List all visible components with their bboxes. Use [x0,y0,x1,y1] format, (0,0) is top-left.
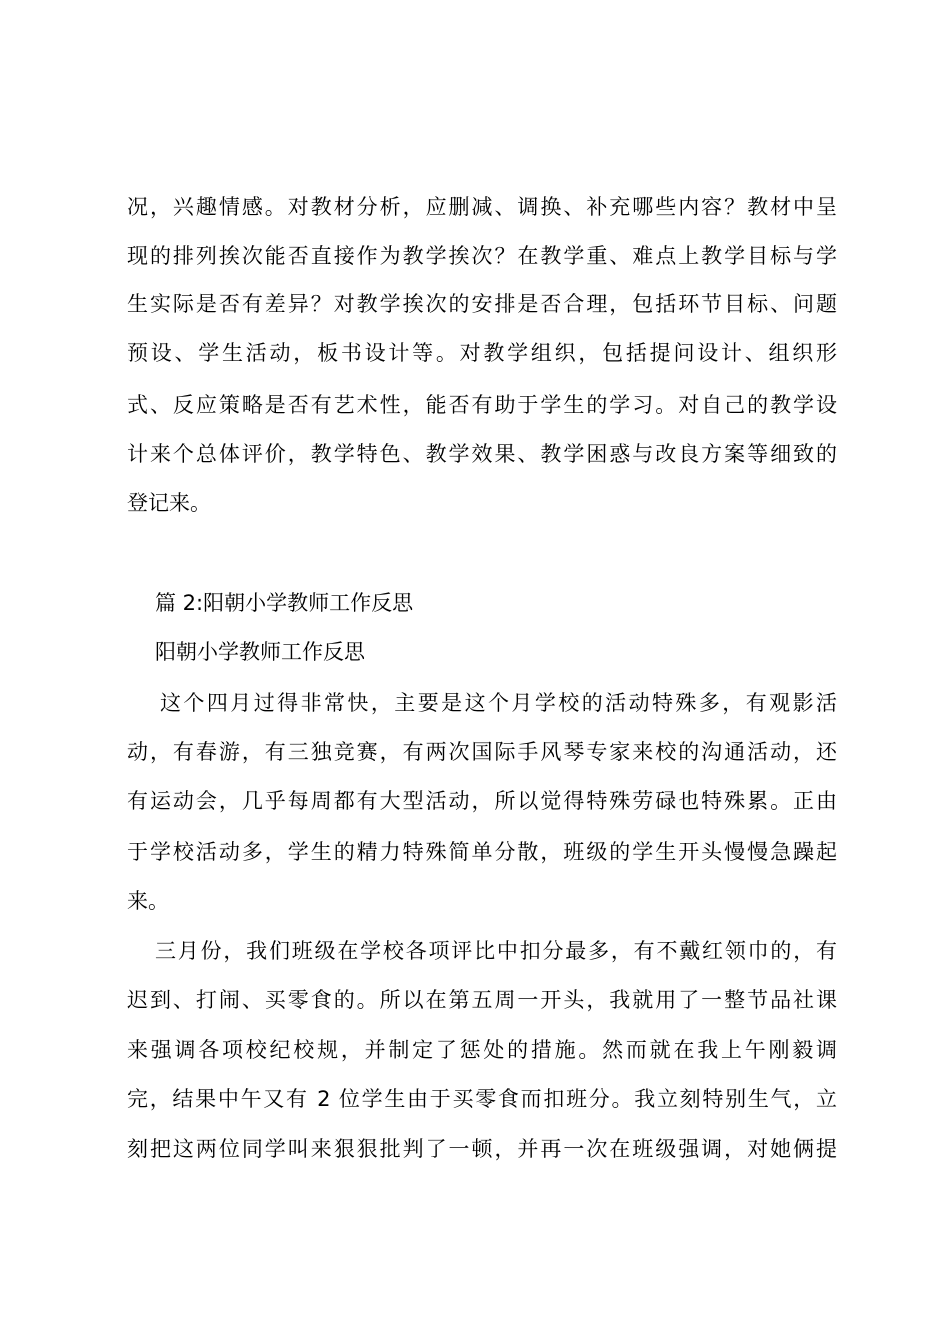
paragraph-3-line-3: 来强调各项校纪校规，并制定了惩处的措施。然而就在我上午刚毅调 [127,1038,837,1062]
paragraph-3-line-4: 完，结果中午又有 2 位学生由于买零食而扣班分。我立刻特别生气，立 [127,1087,837,1111]
paragraph-1-line-1: 况，兴趣情感。对教材分析，应删减、调换、补充哪些内容？教材中呈 [127,195,837,219]
paragraph-3-line-2: 迟到、打闹、买零食的。所以在第五周一开头，我就用了一整节品社课 [127,988,837,1012]
paragraph-2-line-2: 动，有春游，有三独竞赛，有两次国际手风琴专家来校的沟通活动，还 [127,740,837,764]
paragraph-2-line-1: 这个四月过得非常快，主要是这个月学校的活动特殊多，有观影活 [160,691,837,715]
paragraph-1-line-2: 现的排列挨次能否直接作为教学挨次？在教学重、难点上教学目标与学 [127,244,837,268]
paragraph-1-line-3: 生实际是否有差异？对教学挨次的安排是否合理，包括环节目标、问题 [127,292,837,316]
paragraph-2-line-5: 来。 [127,889,169,913]
paragraph-3-line-5: 刻把这两位同学叫来狠狠批判了一顿，并再一次在班级强调，对她俩提 [127,1137,837,1161]
article-title: 阳朝小学教师工作反思 [155,640,365,664]
paragraph-3-line-1: 三月份，我们班级在学校各项评比中扣分最多，有不戴红领巾的，有 [155,939,837,963]
paragraph-1-line-7: 登记来。 [127,491,211,515]
paragraph-1-line-5: 式、反应策略是否有艺术性，能否有助于学生的学习。对自己的教学设 [127,393,837,417]
paragraph-1-line-6: 计来个总体评价，教学特色、教学效果、教学困惑与改良方案等细致的 [127,442,837,466]
paragraph-2-line-3: 有运动会，几乎每周都有大型活动，所以觉得特殊劳碌也特殊累。正由 [127,789,837,813]
paragraph-2-line-4: 于学校活动多，学生的精力特殊简单分散，班级的学生开头慢慢急躁起 [127,840,837,864]
section-heading: 篇 2:阳朝小学教师工作反思 [155,591,414,615]
paragraph-1-line-4: 预设、学生活动，板书设计等。对教学组织，包括提问设计、组织形 [127,341,837,365]
